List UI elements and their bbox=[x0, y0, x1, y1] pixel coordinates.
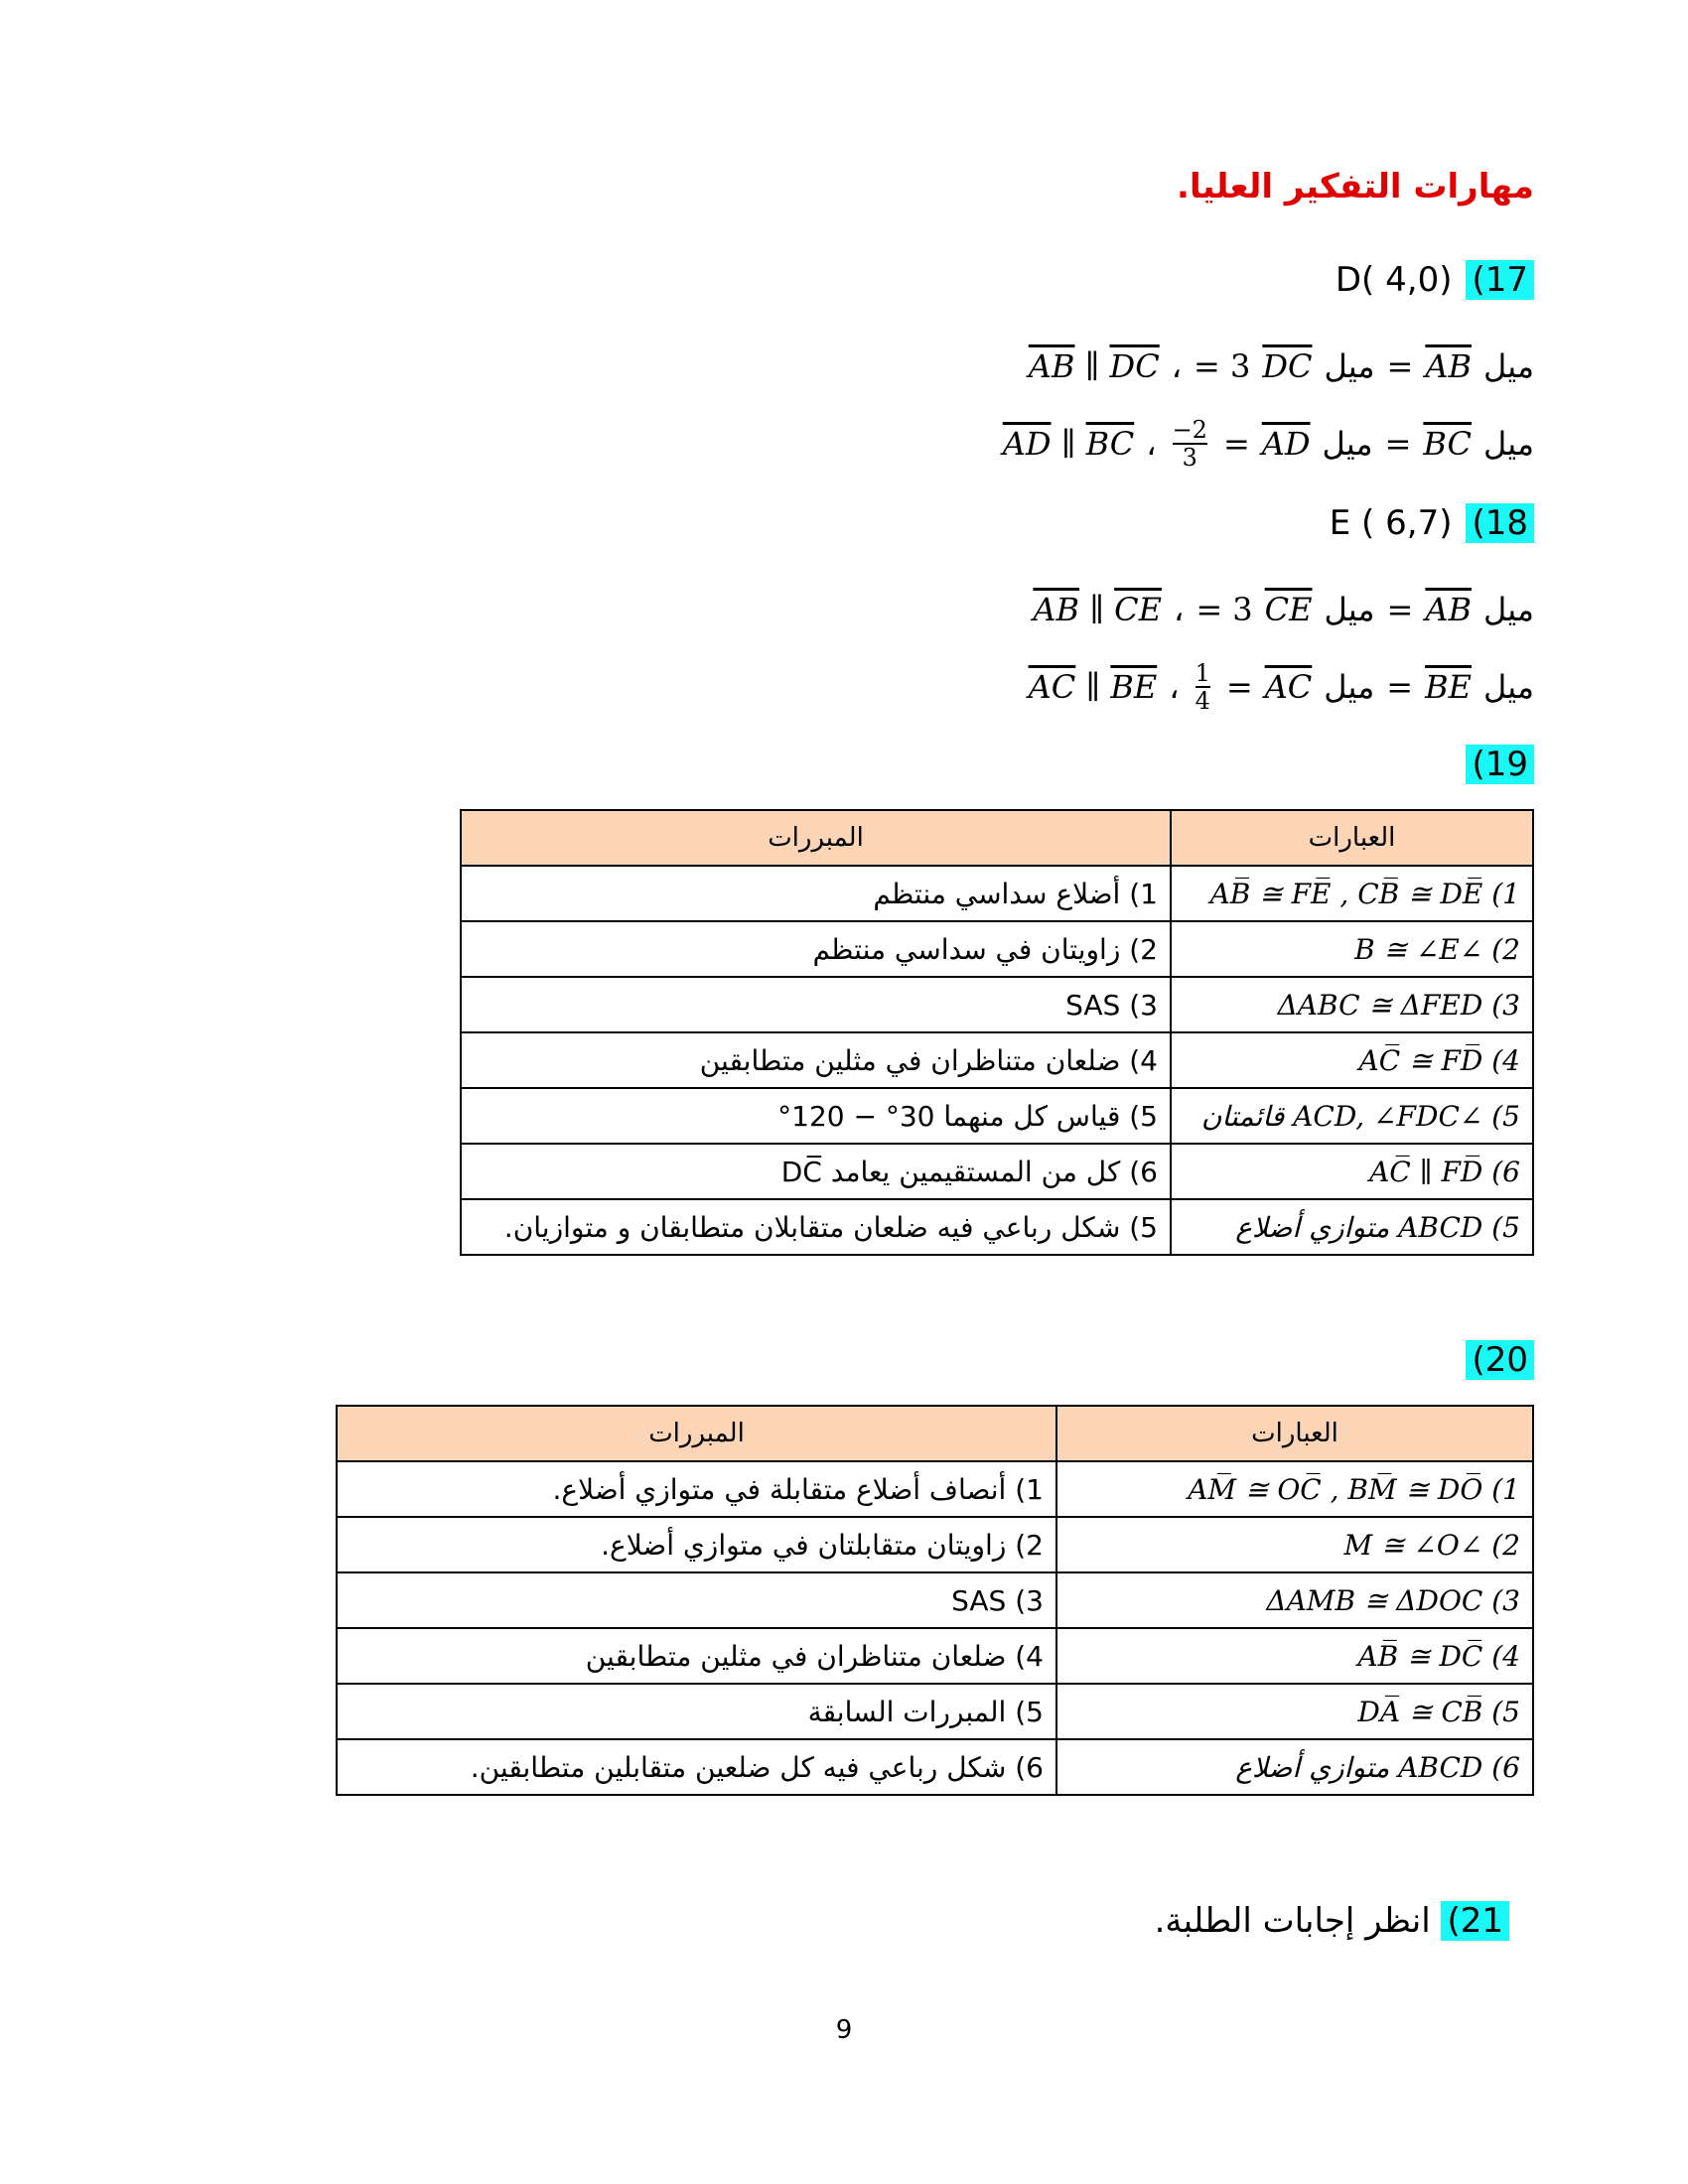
segment: AC bbox=[1264, 668, 1313, 707]
reason-cell: 5) المبررات السابقة bbox=[337, 1684, 1056, 1739]
statement-cell: 5) DA̅ ≅ CB̅ bbox=[1056, 1684, 1533, 1739]
q17-header bbox=[1336, 260, 1534, 300]
slope-fraction: $\frac{1}{4}$ bbox=[1195, 659, 1210, 716]
table-header-row bbox=[461, 810, 1533, 866]
segment: AB bbox=[1425, 591, 1472, 628]
slope-fraction: $\frac{-2}{3}$ bbox=[1172, 416, 1207, 473]
table-row bbox=[337, 1461, 1533, 1517]
reason-cell: 2) زاويتان متقابلتان في متوازي أضلاع. bbox=[337, 1517, 1056, 1572]
segment: BE bbox=[1425, 668, 1472, 707]
reason-cell: 3) SAS bbox=[461, 977, 1171, 1032]
q17-slope-line-1 bbox=[1029, 347, 1534, 385]
slope-word: ميل bbox=[1324, 668, 1375, 707]
statements-header: العبارات bbox=[1056, 1406, 1533, 1461]
table-row bbox=[461, 866, 1533, 921]
section-title: مهارات التفكير العليا. bbox=[1177, 167, 1534, 206]
equals: = bbox=[1225, 668, 1253, 707]
q21-text: انظر إجابات الطلبة. bbox=[1154, 1901, 1431, 1941]
table-row bbox=[337, 1572, 1533, 1628]
table-row bbox=[337, 1517, 1533, 1572]
reason-cell: 4) ضلعان متناظران في مثلين متطابقين bbox=[461, 1032, 1171, 1088]
equals: = bbox=[1386, 668, 1414, 707]
q21-number: 21) bbox=[1441, 1901, 1509, 1941]
q17-point: D( 4,0) bbox=[1335, 260, 1453, 300]
reason-cell: 5) شكل رباعي فيه ضلعان متقابلان متطابقان و متوازيان. bbox=[461, 1199, 1171, 1255]
table-row bbox=[337, 1628, 1533, 1684]
parallel-statement: $\overline{AD}$ ∥ $\overline{BC}$ bbox=[1002, 425, 1135, 464]
slope-value: = 3 bbox=[1194, 347, 1251, 385]
table-header-row bbox=[337, 1406, 1533, 1461]
statement-cell: 4) AC̅ ≅ FD̅ bbox=[1171, 1032, 1533, 1088]
table-row bbox=[461, 1199, 1533, 1255]
statement-cell: 3) ΔABC ≅ ΔFED bbox=[1171, 977, 1533, 1032]
segment: AB bbox=[1425, 347, 1472, 385]
q20-proof-table bbox=[336, 1405, 1534, 1796]
table-row bbox=[337, 1739, 1533, 1795]
table-row bbox=[461, 921, 1533, 977]
statement-cell: 6) AC̅ ∥ FD̅ bbox=[1171, 1144, 1533, 1199]
slope-value: = 3 bbox=[1196, 591, 1253, 628]
slope-word: ميل bbox=[1482, 591, 1534, 628]
slope-word: ميل bbox=[1482, 425, 1534, 464]
reasons-header: المبررات bbox=[461, 810, 1171, 866]
slope-word: ميل bbox=[1482, 347, 1534, 385]
q20-number: (20 bbox=[1466, 1340, 1534, 1380]
page-number: 9 bbox=[835, 2015, 853, 2045]
statement-cell: 5) ABCD متوازي أضلاع bbox=[1171, 1199, 1533, 1255]
table-row bbox=[461, 1088, 1533, 1144]
equals: = bbox=[1222, 425, 1250, 464]
slope-word: ميل bbox=[1482, 668, 1534, 707]
statement-cell: 2) ∠M ≅ ∠O bbox=[1056, 1517, 1533, 1572]
parallel-statement: $\overline{AC}$ ∥ $\overline{BE}$ bbox=[1028, 668, 1158, 707]
reasons-header: المبررات bbox=[337, 1406, 1056, 1461]
reason-cell: 6) شكل رباعي فيه كل ضلعين متقابلين متطابقين. bbox=[337, 1739, 1056, 1795]
statement-cell: 5) ∠ACD, ∠FDC قائمتان bbox=[1171, 1088, 1533, 1144]
q17-number: 17) bbox=[1466, 260, 1534, 300]
reason-cell: 5) قياس كل منهما 30° − 120° bbox=[461, 1088, 1171, 1144]
q18-slope-line-2 bbox=[1029, 660, 1534, 715]
q18-header bbox=[1330, 503, 1534, 543]
reason-cell: 3) SAS bbox=[337, 1572, 1056, 1628]
statement-cell: 4) AB̅ ≅ DC̅ bbox=[1056, 1628, 1533, 1684]
statement-cell: 6) ABCD متوازي أضلاع bbox=[1056, 1739, 1533, 1795]
statement-cell: 3) ΔAMB ≅ ΔDOC bbox=[1056, 1572, 1533, 1628]
statement-cell: 1) AB̅ ≅ FE̅ , CB̅ ≅ DE̅ bbox=[1171, 866, 1533, 921]
reason-cell: 6) كل من المستقيمين يعامد DC̅ bbox=[461, 1144, 1171, 1199]
statement-cell: 1) AM̅ ≅ OC̅ , BM̅ ≅ DO̅ bbox=[1056, 1461, 1533, 1517]
slope-word: ميل bbox=[1324, 347, 1375, 385]
q18-slope-line-1 bbox=[1033, 591, 1534, 628]
table-row bbox=[337, 1684, 1533, 1739]
segment: CE bbox=[1264, 591, 1313, 628]
segment: DC bbox=[1262, 347, 1313, 385]
table-row bbox=[461, 977, 1533, 1032]
equals: = bbox=[1384, 425, 1412, 464]
segment: BC bbox=[1423, 425, 1472, 464]
slope-word: ميل bbox=[1324, 591, 1375, 628]
segment: AD bbox=[1261, 425, 1311, 464]
q18-number: 18) bbox=[1466, 503, 1534, 543]
separator: ، bbox=[1171, 347, 1183, 385]
separator: ، bbox=[1173, 591, 1185, 628]
table-row bbox=[461, 1144, 1533, 1199]
q17-slope-line-2 bbox=[1003, 417, 1534, 472]
separator: ، bbox=[1169, 668, 1180, 707]
parallel-statement: $\overline{AB}$ ∥ $\overline{DC}$ bbox=[1028, 347, 1160, 385]
parallel-statement: $\overline{AB}$ ∥ $\overline{CE}$ bbox=[1033, 591, 1162, 628]
q18-point: E ( 6,7) bbox=[1329, 503, 1453, 543]
reason-cell: 4) ضلعان متناظران في مثلين متطابقين bbox=[337, 1628, 1056, 1684]
reason-cell: 1) أنصاف أضلاع متقابلة في متوازي أضلاع. bbox=[337, 1461, 1056, 1517]
q19-proof-table bbox=[460, 809, 1534, 1256]
statement-cell: 2) ∠B ≅ ∠E bbox=[1171, 921, 1533, 977]
separator: ، bbox=[1146, 425, 1157, 464]
reason-cell: 2) زاويتان في سداسي منتظم bbox=[461, 921, 1171, 977]
statements-header: العبارات bbox=[1171, 810, 1533, 866]
slope-word: ميل bbox=[1322, 425, 1373, 464]
reason-cell: 1) أضلاع سداسي منتظم bbox=[461, 866, 1171, 921]
table-row bbox=[461, 1032, 1533, 1088]
q21-line bbox=[1155, 1901, 1509, 1941]
equals: = bbox=[1386, 591, 1414, 628]
q19-number: (19 bbox=[1466, 745, 1534, 784]
equals: = bbox=[1386, 347, 1414, 385]
